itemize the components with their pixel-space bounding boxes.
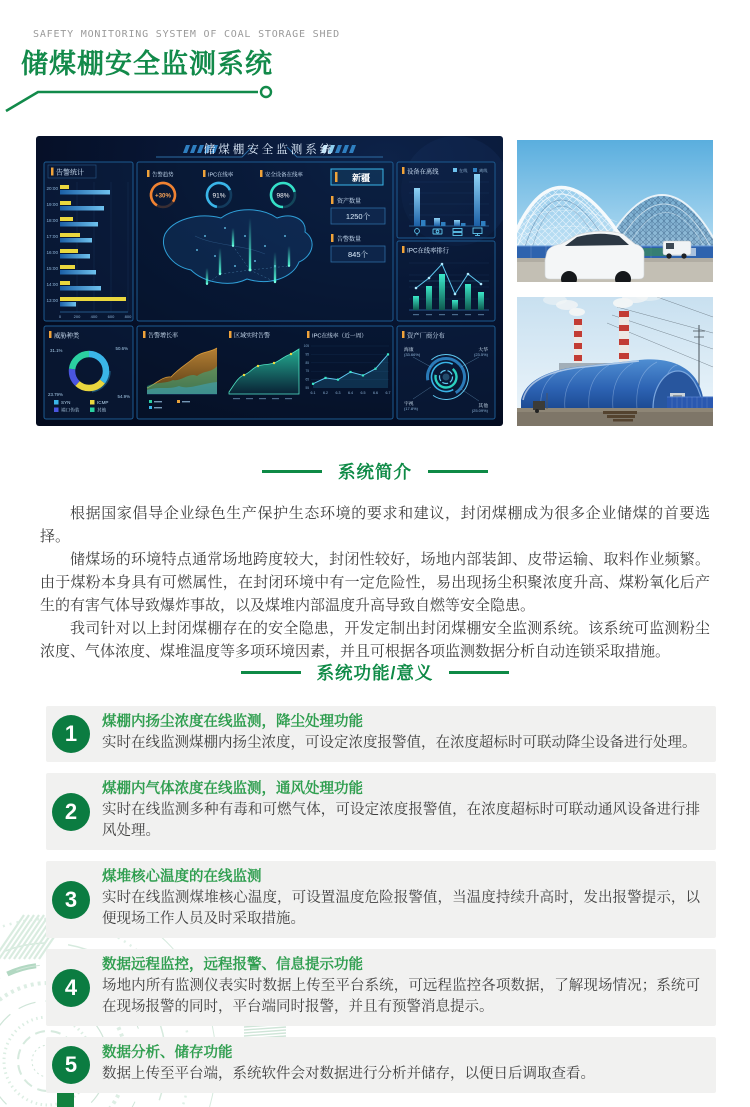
ipc-rank-title: IPC在线率排行	[407, 247, 449, 255]
x-tick: 400	[90, 314, 98, 319]
photo-coal-shed	[517, 297, 713, 426]
time-label: 18:00	[46, 218, 58, 223]
feature-number-badge: 4	[52, 969, 90, 1007]
dashboard-screenshot	[36, 136, 503, 426]
gauge1-value: +30%	[155, 192, 171, 200]
time-label: 13:00	[46, 298, 58, 303]
device-status-title: 设备在离线	[407, 168, 439, 176]
vendor-name: 宇视	[404, 402, 414, 407]
pct-label: 31.1%	[50, 348, 63, 353]
feature-number-badge: 2	[52, 793, 90, 831]
title-underline	[0, 83, 300, 115]
intro-paragraph: 根据国家倡导企业绿色生产保护生态环境的要求和建议，封闭煤棚成为很多企业储煤的首要选择。	[40, 505, 710, 545]
alarm-growth-title: 告警增长率	[148, 333, 179, 340]
feature-title: 数据远程监控，远程报警、信息提示功能	[102, 957, 363, 973]
feature-band	[46, 773, 716, 850]
vendor-panel	[397, 326, 495, 419]
heading-line-right	[428, 470, 488, 474]
device-status-panel	[397, 162, 495, 238]
x-tick: 600	[107, 314, 115, 319]
day-tick: 6.5	[360, 391, 366, 395]
day-tick: 6.2	[323, 391, 328, 395]
feature-body: 实时在线监测多种有毒和可燃气体，可设定浓度报警值，在浓度超标时可联动通风设备进行排风处理。	[102, 802, 700, 839]
time-label: 17:00	[46, 234, 58, 239]
feature-body: 实时在线监测煤棚内扬尘浓度，可设定浓度报警值，在浓度超标时可联动降尘设备进行处理。	[102, 735, 697, 751]
legend-item: 端口伪装	[61, 407, 80, 413]
day-tick: 6.4	[348, 391, 353, 395]
time-label: 19:00	[46, 202, 58, 207]
feature-item-4	[40, 949, 716, 1026]
feature-item-3	[40, 861, 716, 938]
legend-item: 其他	[97, 407, 107, 413]
intro-paragraph: 储煤场的环境特点通常场地跨度较大，封闭性较好，场地内部装卸、皮带运输、取料作业频繁。由于煤粉本身具有可燃属性，在封闭环境中有一定危险性，易出现扬尘积聚浓度升高、煤粉氧化后产生的有害气体导致爆炸事故，以及煤堆内部温度升高导致自燃等安全隐患。	[40, 551, 710, 614]
asset-count-value: 1250个	[345, 212, 371, 221]
gauge3-label: 安全设备在线率	[265, 172, 303, 179]
alarm-count-value: 845个	[347, 250, 369, 259]
vendor-pct: (23.5%)	[473, 352, 488, 357]
day-tick: 6.3	[335, 391, 341, 395]
intro-heading-text: 系统简介	[338, 462, 412, 482]
feature-band	[46, 949, 716, 1026]
vendor-name: 海康	[404, 348, 414, 353]
legend-item: SYN	[61, 400, 71, 406]
asset-count-label: 资产数量	[337, 199, 362, 205]
vendor-name: 大华	[478, 348, 488, 353]
feature-band	[46, 861, 716, 938]
feature-list	[40, 706, 716, 1093]
heading-line-left	[241, 671, 301, 675]
time-label: 14:00	[46, 282, 58, 287]
region-name: 新疆	[351, 173, 371, 183]
english-subtitle: SAFETY MONITORING SYSTEM OF COAL STORAGE SHED	[33, 29, 340, 40]
feature-item-5	[40, 1037, 716, 1093]
dashboard-title: 储煤棚安全监测系统	[203, 144, 335, 156]
heading-line-right	[449, 671, 509, 675]
trend-panels	[137, 326, 393, 419]
machine	[533, 401, 545, 410]
feature-title: 数据分析、储存功能	[102, 1045, 233, 1061]
y-tick: 75	[305, 369, 309, 374]
day-tick: 6.7	[385, 391, 391, 395]
features-heading-text: 系统功能/意义	[316, 663, 434, 683]
pct-label: 54.9%	[117, 394, 130, 399]
legend-offline: 离线	[479, 168, 488, 173]
vendor-title: 资产厂商分布	[407, 332, 445, 340]
photo-steel-structure	[517, 140, 713, 282]
gauge3-value: 98%	[276, 192, 290, 200]
map-panel	[137, 162, 393, 321]
time-label: 16:00	[46, 250, 58, 255]
feature-band	[46, 706, 716, 762]
pct-label: 23.79%	[48, 392, 63, 397]
ipc-week-title: IPC在线率（近一周）	[312, 333, 367, 340]
y-tick: 105	[303, 344, 309, 348]
vendor-name: 其他	[478, 404, 488, 409]
feature-band	[46, 1037, 716, 1093]
intro-paragraph: 我司针对以上封闭煤棚存在的安全隐患，开发定制出封闭煤棚安全监测系统。该系统可监测粉尘浓度、气体浓度、煤堆温度等多项环境因素，并且可根据各项监测数据分析自动连锁采取措施。	[40, 620, 710, 660]
gauge2-label: IPC在线率	[208, 172, 234, 179]
x-tick: 800	[124, 314, 132, 319]
corner-green-square	[57, 1091, 74, 1107]
region-alarms-title: 区域实时告警	[234, 333, 271, 340]
gauge1-label: 告警趋势	[152, 172, 174, 179]
ipc-rank-panel	[397, 241, 495, 321]
alarm-count-label: 告警数量	[337, 237, 362, 243]
time-label: 20:00	[46, 186, 58, 191]
legend-online: 在线	[459, 168, 468, 173]
x-tick: 200	[73, 314, 81, 319]
y-tick: 95	[305, 352, 309, 357]
feature-item-1	[40, 706, 716, 762]
gauge2-value: 91%	[212, 192, 226, 200]
threat-types-panel	[44, 326, 133, 419]
vendor-pct: (25.09%)	[471, 408, 488, 413]
legend-item: ICMP	[97, 400, 109, 406]
vendor-pct: (17.8%)	[404, 406, 419, 411]
feature-title: 煤堆核心温度的在线监测	[102, 869, 262, 885]
feature-item-2	[40, 773, 716, 850]
page-title: 储煤棚安全监测系统	[21, 49, 273, 79]
day-tick: 6.6	[373, 391, 378, 395]
x-tick: 0	[58, 314, 62, 319]
y-tick: 85	[305, 360, 309, 365]
day-tick: 6.1	[310, 391, 316, 395]
feature-body: 场地内所有监测仪表实时数据上传至平台系统，可远程监控各项数据，了解现场情况；系统可在现场报警的同时，平台端同时报警，并且有预警消息提示。	[102, 978, 700, 1015]
alarm-stats-title: 告警统计	[56, 169, 84, 177]
feature-number-badge: 5	[52, 1046, 90, 1084]
pct-label: 50.6%	[115, 346, 128, 351]
threat-types-title: 威胁种类	[54, 332, 80, 340]
feature-number-badge: 1	[52, 715, 90, 753]
vendor-pct: (33.66%)	[404, 352, 421, 357]
feature-body: 数据上传至平台端，系统软件会对数据进行分析并储存，以便日后调取查看。	[102, 1066, 595, 1082]
feature-body: 实时在线监测煤堆核心温度，可设置温度危险报警值，当温度持续升高时，发出报警提示，以便现场工作人员及时采取措施。	[102, 890, 700, 927]
features-heading	[0, 660, 750, 685]
feature-title: 煤棚内扬尘浓度在线监测，降尘处理功能	[102, 714, 363, 730]
heading-line-left	[262, 470, 322, 474]
intro-paragraphs	[40, 502, 710, 663]
intro-heading	[0, 459, 750, 484]
feature-title: 煤棚内气体浓度在线监测，通风处理功能	[102, 781, 363, 797]
feature-number-badge: 3	[52, 881, 90, 919]
y-tick: 55	[305, 386, 309, 390]
time-label: 15:00	[46, 266, 58, 271]
alarm-stats-panel	[44, 162, 133, 321]
y-tick: 65	[305, 377, 309, 382]
